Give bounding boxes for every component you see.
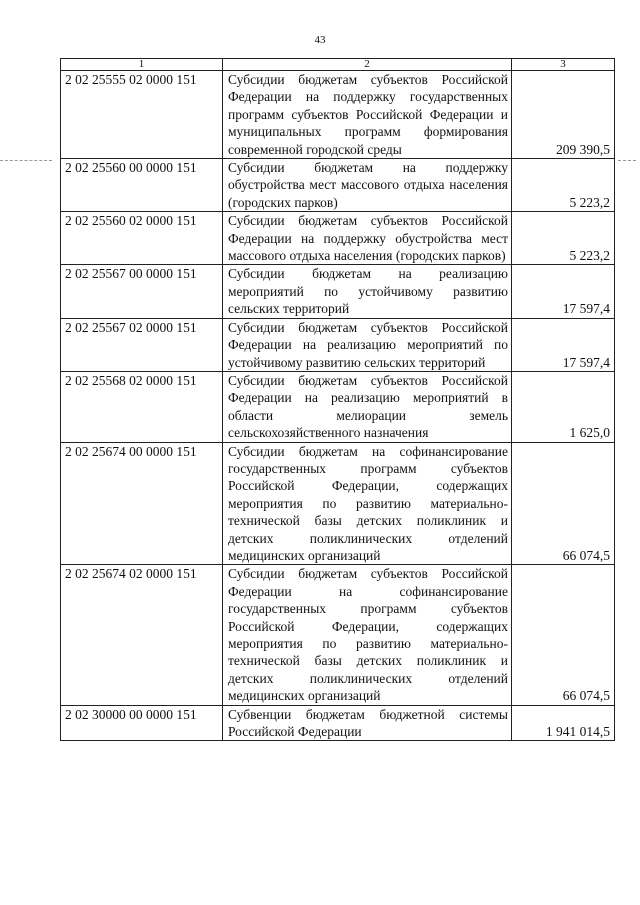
table-row	[61, 159, 615, 212]
row-name: Субсидии бюджетам субъектов Российской Федерации на поддержку обустройства мест массового отдыха населения (городских парков)	[223, 212, 512, 265]
row-code: 2 02 25568 02 0000 151	[61, 371, 223, 442]
row-code: 2 02 25674 00 0000 151	[61, 442, 223, 565]
row-code: 2 02 25555 02 0000 151	[61, 71, 223, 159]
row-amount: 1 941 014,5	[512, 705, 615, 741]
table-row	[61, 265, 615, 318]
row-name: Субвенции бюджетам бюджетной системы Российской Федерации	[223, 705, 512, 741]
column-header-amount: 3	[512, 59, 615, 71]
row-amount: 17 597,4	[512, 265, 615, 318]
row-name: Субсидии бюджетам субъектов Российской Федерации на реализацию мероприятий по устойчивому развитию сельских территорий	[223, 318, 512, 371]
row-amount: 5 223,2	[512, 212, 615, 265]
scan-artifact-line-right	[618, 160, 636, 161]
row-amount: 17 597,4	[512, 318, 615, 371]
table-row	[61, 318, 615, 371]
column-header-code: 1	[61, 59, 223, 71]
row-amount: 66 074,5	[512, 565, 615, 705]
scan-artifact-line-left	[0, 160, 52, 161]
column-header-name: 2	[223, 59, 512, 71]
page-number: 43	[314, 34, 326, 46]
table-row	[61, 705, 615, 741]
row-name: Субсидии бюджетам на реализацию мероприятий по устойчивому развитию сельских территорий	[223, 265, 512, 318]
table-header-row	[61, 59, 615, 71]
row-amount: 1 625,0	[512, 371, 615, 442]
table-row	[61, 442, 615, 565]
row-amount: 66 074,5	[512, 442, 615, 565]
row-code: 2 02 25560 00 0000 151	[61, 159, 223, 212]
row-name: Субсидии бюджетам субъектов Российской Федерации на реализацию мероприятий в области мелиорации земель сельскохозяйственного назначения	[223, 371, 512, 442]
table-row	[61, 371, 615, 442]
row-name: Субсидии бюджетам на софинансирование государственных программ субъектов Российской Федерации, содержащих мероприятия по развитию материально-технической базы детских поликлиник и детских поликлинических отделений медицинских организаций	[223, 442, 512, 565]
row-name: Субсидии бюджетам на поддержку обустройства мест массового отдыха населения (городских парков)	[223, 159, 512, 212]
row-code: 2 02 25567 02 0000 151	[61, 318, 223, 371]
row-amount: 209 390,5	[512, 71, 615, 159]
row-amount: 5 223,2	[512, 159, 615, 212]
row-name: Субсидии бюджетам субъектов Российской Федерации на софинансирование государственных программ субъектов Российской Федерации, содержащих мероприятия по развитию материально-технической базы детских поликлиник и детских поликлинических отделений медицинских организаций	[223, 565, 512, 705]
row-name: Субсидии бюджетам субъектов Российской Федерации на поддержку государственных программ субъектов Российской Федерации и муниципальных программ формирования современной городской среды	[223, 71, 512, 159]
table-row	[61, 71, 615, 159]
table-row	[61, 212, 615, 265]
row-code: 2 02 25567 00 0000 151	[61, 265, 223, 318]
row-code: 2 02 25560 02 0000 151	[61, 212, 223, 265]
budget-revenue-table	[60, 58, 615, 741]
table-row	[61, 565, 615, 705]
row-code: 2 02 30000 00 0000 151	[61, 705, 223, 741]
row-code: 2 02 25674 02 0000 151	[61, 565, 223, 705]
